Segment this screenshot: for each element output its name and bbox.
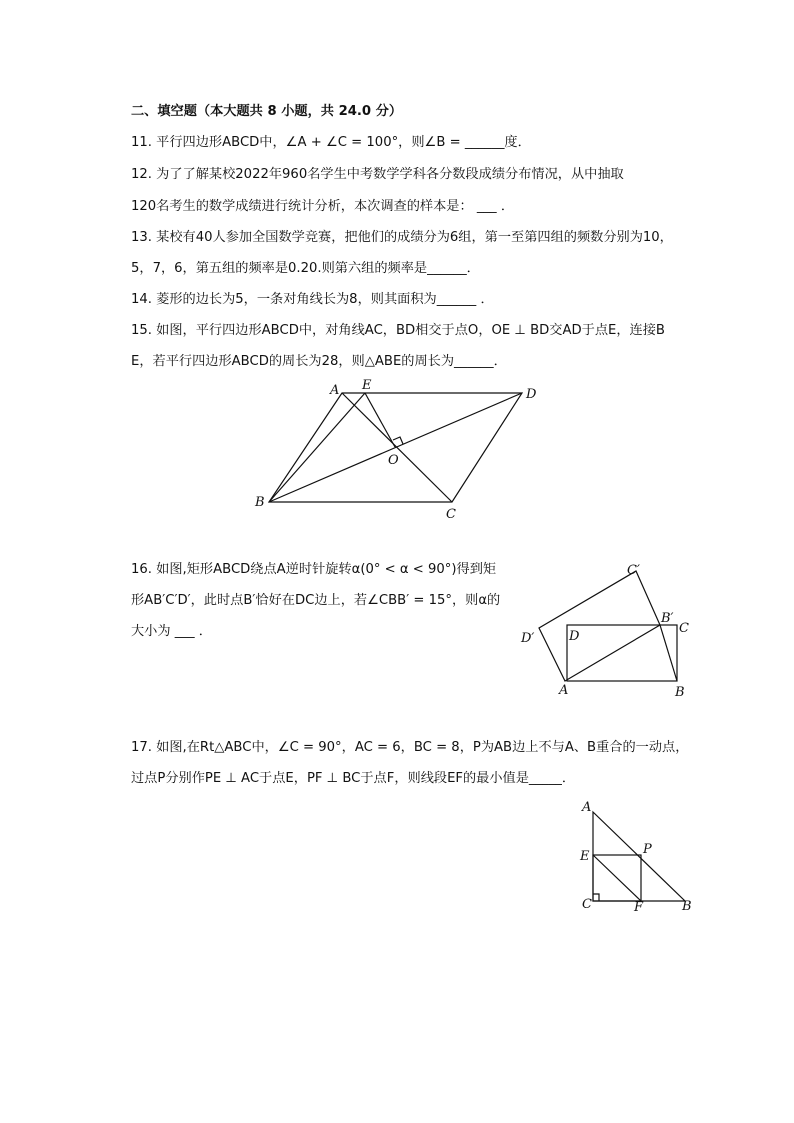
question-12-line1: 12. 为了了解某校2022年960名学生中考数学学科各分数段成绩分布情况，从中抽取 [131,167,624,182]
segment-be [269,393,365,502]
label-d: D [569,629,580,644]
question-16-line3: 大小为 ___ ． [131,624,212,639]
right-angle-mark [393,437,403,444]
segment-bb-prime [660,625,677,681]
triangle-abc [593,812,685,901]
rectangle-ab-c-d-prime [539,571,660,681]
label-b: B [255,495,265,510]
question-17-line2: 过点P分别作PE ⊥ AC于点E，PF ⊥ BC于点F，则线段EF的最小值是_____． [131,771,576,786]
question-13-line2: 5，7，6，第五组的频率是0.20.则第六组的频率是______． [131,261,480,276]
question-14: 14. 菱形的边长为5，一条对角线长为8，则其面积为______ ． [131,292,494,307]
label-f: F [634,900,644,915]
figure-15-parallelogram [250,376,550,524]
question-13-line1: 13. 某校有40人参加全国数学竞赛，把他们的成绩分为6组，第一至第四组的频数分别为10， [131,230,673,245]
label-o: O [388,453,399,468]
question-15-line2: E，若平行四边形ABCD的周长为28，则△ABE的周长为______． [131,354,507,369]
right-angle-mark [593,894,599,901]
label-a: A [559,683,569,698]
label-c: C [446,507,456,522]
label-a: A [330,383,340,398]
question-16-line1: 16. 如图,矩形ABCD绕点A逆时针旋转α(0° < α < 90°)得到矩 [131,562,497,577]
question-11: 11. 平行四边形ABCD中，∠A + ∠C = 100°，则∠B = ______度． [131,135,531,150]
label-c: C [679,621,689,636]
label-a: A [582,800,592,815]
diagonal-bd [269,393,522,502]
label-d-prime: D′ [521,631,535,646]
question-16-line2: 形AB′C′D′，此时点B′恰好在DC边上，若∠CBB′ = 15°，则α的 [131,593,501,608]
label-e: E [362,378,372,393]
question-17-line1: 17. 如图,在Rt△ABC中，∠C = 90°，AC = 6，BC = 8，P为AB边上不与A、B重合的一动点， [131,740,689,755]
rectangle-abcd [567,625,677,681]
label-b: B [682,899,692,914]
label-c: C [582,897,592,912]
label-e: E [580,849,590,864]
section-title: 二、填空题（本大题共 8 小题，共 24.0 分） [131,104,403,119]
segment-ef [593,855,641,901]
label-b: B [675,685,685,700]
label-d: D [526,387,537,402]
label-c-prime: C′ [627,563,640,578]
question-15-line1: 15. 如图，平行四边形ABCD中，对角线AC，BD相交于点O，OE ⊥ BD交AD于点E，连接B [131,323,665,338]
label-p: P [643,842,652,857]
question-12-line2: 120名考生的数学成绩进行统计分析，本次调查的样本是： ___ ． [131,199,515,214]
label-b-prime: B′ [661,611,674,626]
figure-17-right-triangle [572,798,702,918]
figure-16-rectangle-rotation [515,560,705,702]
